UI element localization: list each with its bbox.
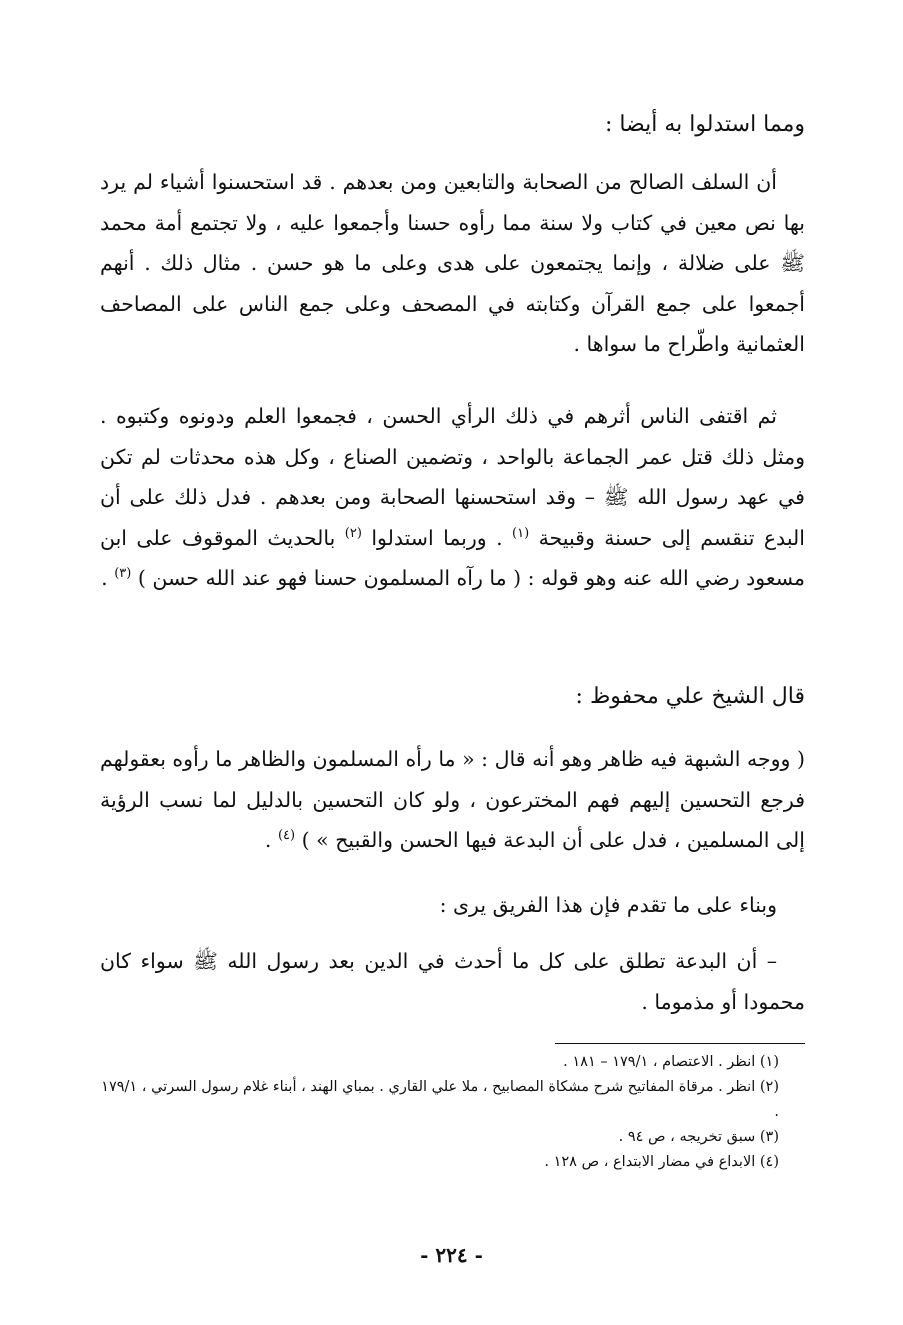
footnote-4: (٤) الابداع في مضار الابتداع ، ص ١٢٨ . [544,1154,779,1170]
paragraph-bidah-definition: – أن البدعة تطلق على كل ما أحدث في الدين بعد رسول الله ﷺ سواء كان محمودا أو مذموما . [100,949,805,1014]
footnote-2: (٢) انظر . مرقاة المفاتيح شرح مشكاة المصابيح ، ملا علي القاري . بمباي الهند ، أبناء غلام رسول السرتي ، ١٧٩/١ . [101,1079,779,1120]
footnote-marker-4: (٤) [277,828,296,844]
quote-end: . [264,828,272,852]
section-heading: ومما استدلوا به أيضا : [604,112,805,137]
paragraph-salaf-consensus: أن السلف الصالح من الصحابة والتابعين ومن بعدهم . قد استحسنوا أشياء لم يرد بها نص معين في كتاب ولا سنة مما رأوه حسنا وأجمعوا عليه ، ولا تجتمع أمة محمد ﷺ على ضلالة ، وإنما يجتمعون على هدى وعلى ما هو حسن . مثال ذلك . أنهم أجمعوا على جمع القرآن وكتابته في المصحف وعلى جمع الناس على المصاحف العثمانية واطّراح ما سواها . [100,170,805,356]
paragraph-text: . [101,566,108,590]
paragraph-text: . وربما استدلوا [371,525,503,550]
paragraph-text: ثم اقتفى الناس أثرهم في ذلك الرأي الحسن ، فجمعوا العلم ودونوه وكتبوه . ومثل ذلك قتل عمر الجماعة بالواحد ، وتضمين الصناع ، وكل هذه محدثات لم تكن في عهد رسول الله ﷺ – وقد استحسنها الصحابة ومن بعدهم . فدل ذلك على أن البدع تنقسم إلى حسنة وقبيحة [100,404,805,550]
paragraph-people-followed [100,396,805,599]
paragraph-text: بالحديث الموقوف على ابن مسعود رضي الله عنه وهو قوله : ( ما رآه المسلمون حسنا فهو عند الله حسن ) [100,525,805,590]
paragraph-quote [100,739,805,861]
footnotes [100,1050,805,1175]
footnote-marker-2: (٢) [344,525,362,541]
sheikh-heading: قال الشيخ علي محفوظ : [575,684,805,709]
footnote-marker-3: (٣) [114,566,132,582]
footnote-1: (١) انظر . الاعتصام ، ١٧٩/١ – ١٨١ . [563,1054,779,1070]
quote-text: ( ووجه الشبهة فيه ظاهر وهو أنه قال : « ما رأه المسلمون والظاهر ما رأوه بعقولهم فرجع التحسين إليهم فهم المخترعون ، ولو كان التحسين بالدليل لما نسب الرؤية إلى المسلمين ، فدل على أن البدعة فيها الحسن والقبيح » ) [100,747,805,852]
footnote-marker-1: (١) [512,525,530,541]
page-number: - ٢٢٤ - [420,1243,483,1267]
footnote-3: (٣) سبق تخريجه ، ص ٩٤ . [618,1129,779,1145]
paragraph-conclusion: وبناء على ما تقدم فإن هذا الفريق يرى : [439,893,777,917]
footnote-divider [555,1043,805,1044]
